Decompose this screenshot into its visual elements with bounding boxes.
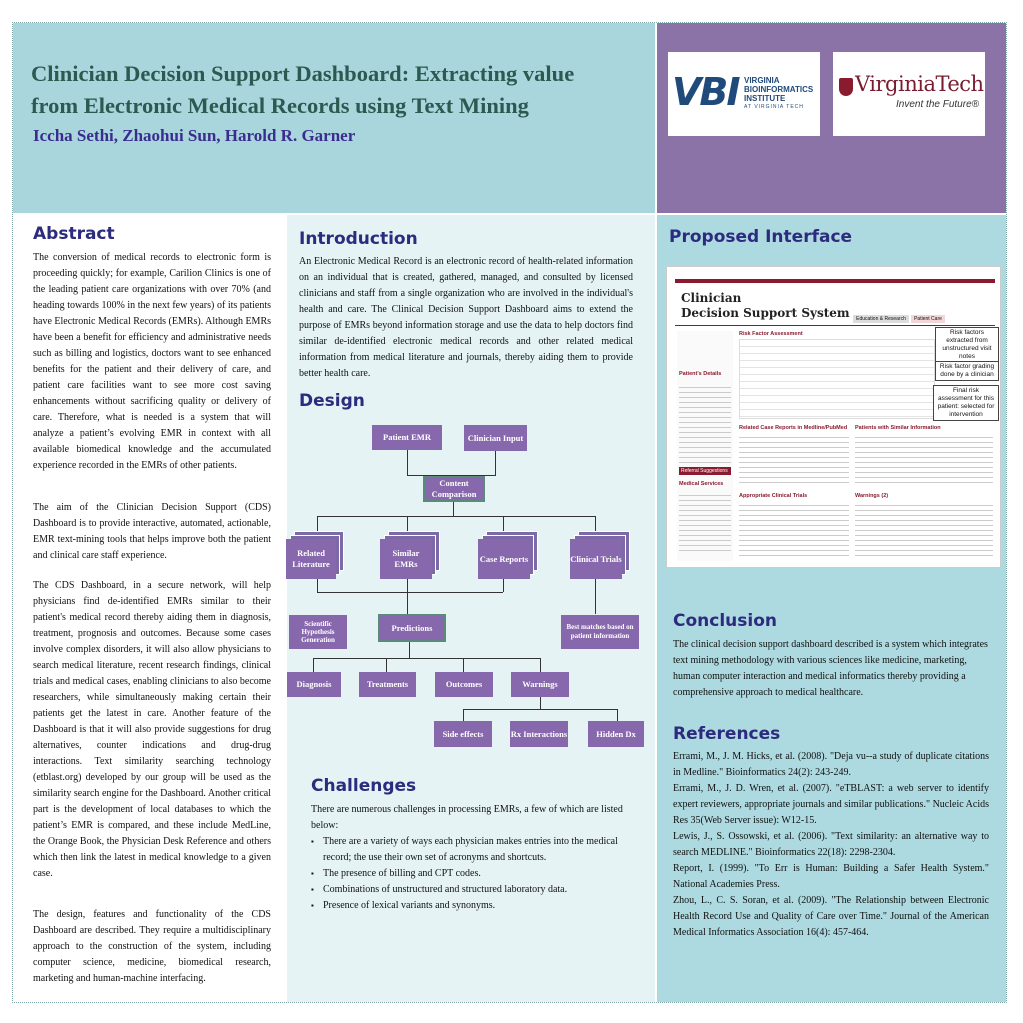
warnings-box: Warnings	[511, 672, 569, 697]
connector	[313, 658, 540, 659]
proposed-interface-heading: Proposed Interface	[669, 227, 853, 247]
screenshot-divider	[675, 325, 995, 326]
virginia-tech-logo	[833, 52, 985, 136]
connector	[313, 658, 314, 672]
abstract-p1: The conversion of medical records to electronic form is proceeding quickly; for example, Carilion Clinics is one of the leading patient care organizations with over 70% (and heading towards 100% in the next few years) of its patients have Electronic Medical Records (EMRs). Although EMRs have been a benefit for efficiency and administrative needs such as billing and logistics, doctors want to see enhanced benefits for the patient and their delivery of care, and patient care facilities want to see more cost saving enhancements without sacrificing quality or delivery of care. Therefore, what is needed is a system that will analyze a patient’s evolving EMR in context with all available biomedical knowledge and the accumulated experience recorded in the EMRs of other patients.	[33, 252, 272, 471]
screenshot-text-lines	[855, 433, 993, 487]
connector	[463, 658, 464, 672]
screenshot-case-reports-heading: Related Case Reports in Medline/PubMed	[739, 425, 848, 431]
best-matches-box: Best matches based on patient information	[561, 615, 639, 649]
connector	[317, 516, 595, 517]
content-comparison-box: Content Comparison	[423, 476, 485, 502]
title-line-2: from Electronic Medical Records using Text Mining	[31, 93, 529, 118]
references-heading: References	[673, 724, 781, 744]
screenshot-risk-table	[739, 339, 935, 419]
reference-item: Errami, M., J. M. Hicks, et al. (2008). "Deja vu--a study of duplicate citations in Medline." Bioinformatics 24(2): 243-249.	[673, 751, 989, 778]
connector	[317, 592, 503, 593]
abstract-heading: Abstract	[33, 224, 115, 244]
vbi-logo	[668, 52, 820, 136]
connector	[409, 642, 410, 658]
references-list	[673, 749, 989, 941]
connector	[453, 502, 454, 516]
title-line-1: Clinician Decision Support Dashboard: Extracting value	[31, 61, 575, 86]
connector	[407, 450, 408, 476]
connector	[617, 709, 618, 721]
connector	[595, 578, 596, 614]
side-effects-box: Side effects	[434, 721, 492, 747]
connector	[463, 709, 617, 710]
poster-title	[31, 58, 651, 122]
predictions-box: Predictions	[378, 614, 446, 642]
screenshot-trials-heading: Appropriate Clinical Trials	[739, 493, 808, 499]
related-literature-stack	[286, 531, 344, 579]
vbi-mark: VBI	[672, 70, 739, 114]
screenshot-text-lines	[855, 501, 993, 557]
screenshot-text-lines	[739, 433, 849, 487]
reference-item: Lewis, J., S. Ossowski, et al. (2006). "Text similarity: an alternative way to search MEDLINE." Bioinformatics 22(18): 2298-2304.	[673, 831, 989, 858]
vbi-line-1: VIRGINIA	[744, 76, 780, 85]
vt-name: VirginiaTech	[855, 72, 984, 96]
treatments-box: Treatments	[359, 672, 416, 697]
connector	[540, 697, 541, 709]
similar-emrs-stack	[380, 531, 440, 579]
screenshot-title-line-2: Decision Support System	[681, 306, 850, 320]
screenshot-topbar	[675, 279, 995, 283]
list-item: ▪ The presence of billing and CPT codes.	[311, 866, 631, 882]
conclusion-heading: Conclusion	[673, 611, 777, 631]
diagnosis-box: Diagnosis	[287, 672, 341, 697]
case-reports-stack	[478, 531, 538, 579]
screenshot-medical-services: Medical Services	[679, 481, 724, 487]
clinical-trials-stack	[570, 531, 630, 579]
callout-risk-grading: Risk factor grading done by a clinician	[935, 361, 999, 381]
vt-shield-icon	[839, 78, 853, 96]
vt-tagline: Invent the Future®	[896, 99, 979, 110]
case-reports-box: Case Reports	[478, 539, 530, 579]
clinical-trials-box: Clinical Trials	[570, 539, 622, 579]
connector	[503, 578, 504, 592]
screenshot-tab-patient: Patient Care	[911, 315, 945, 323]
related-literature-box: Related Literature	[286, 539, 336, 579]
reference-item: Errami, M., J. D. Wren, et al. (2007). "eTBLAST: a web server to identify expert reviewers, appropriate journals and similar publications." Nucleic Acids Res 35(Web Server issue): W12-15.	[673, 783, 989, 826]
introduction-heading: Introduction	[299, 229, 418, 249]
screenshot-app-title	[681, 291, 850, 321]
patient-emr-box: Patient EMR	[372, 425, 442, 450]
scientific-hypothesis-box: Scientific Hypothesis Generation	[289, 615, 347, 649]
vbi-wordmark	[744, 76, 813, 112]
screenshot-referral: Referral Suggestions >	[679, 467, 731, 475]
abstract-p2: The aim of the Clinician Decision Support (CDS) Dashboard is to provide interactive, automated, actionable, EMR text-mining tools that helps improve both the patient and clinical care staff experience.	[33, 502, 271, 561]
abstract-p3: The CDS Dashboard, in a secure network, will help physicians find de-identified EMRs similar to their patient's medical record thereby aiding them in diagnosis, treatment, prognosis and outcomes. Because some cases involve complex disorders, it will also allow physicians to search medical literature, recent research findings, clinical trials and medical cases, enabling clinicians to also become researchers, while simultaneously making certain their patients get the latest in care. Another feature of the Dashboard is that it will also provide suggestions for drug alternatives, counter indications and drug-drug interactions. Text similarity searching technology (etblast.org) developed by our group will be used as the similarity search engine for the Dashboard. Another critical part is the development of local databases to which the patient’s EMR is compared, and these include MedLine, the Orange Book, the Physician Desk Reference and others which then link the latest in medical knowledge to a given case.	[33, 580, 271, 879]
list-item: ▪ Presence of lexical variants and synonyms.	[311, 898, 631, 914]
authors: Iccha Sethi, Zhaohui Sun, Harold R. Garner	[33, 126, 356, 145]
connector	[540, 658, 541, 672]
vbi-line-2: BIOINFORMATICS	[744, 85, 814, 94]
screenshot-tab-education: Education & Research	[853, 315, 909, 323]
connector	[386, 658, 387, 672]
connector	[407, 578, 408, 614]
rx-interactions-box: Rx Interactions	[510, 721, 568, 747]
interface-screenshot	[666, 266, 1001, 568]
vbi-line-4: AT VIRGINIA TECH	[744, 104, 804, 110]
list-item: ▪ Combinations of unstructured and structured laboratory data.	[311, 882, 631, 898]
screenshot-similar-heading: Patients with Similar Information	[855, 425, 941, 431]
introduction-text: An Electronic Medical Record is an electronic record of health-related information on an individual that is created, gathered, managed, and consulted by licensed clinicians and staff from a single organization who are involved in the individual's health and care. The Clinical Decision Support Dashboard aims to extend the purpose of EMRs beyond information storage and use the data to help doctors find similar de-identified electronic medical records and other related medical information from medical literature and journals, thereby aiding them to provide better health care.	[299, 256, 633, 379]
abstract-p4: The design, features and functionality of the CDS Dashboard are described. They require a multidisciplinary approach to the construction of the system, including computer science, medicine, biomedical research, marketing and human-machine interfacing.	[33, 909, 271, 984]
list-item: ▪ There are a variety of ways each physician makes entries into the medical record; the use their own set of acronyms and shortcuts.	[311, 834, 631, 866]
challenges-list	[311, 834, 631, 914]
reference-item: Report, I. (1999). "To Err is Human: Building a Safer Health System." National Academies Press.	[673, 863, 989, 890]
conclusion-text: The clinical decision support dashboard described is a system which integrates text mining methodology with various sciences like medicine, marketing, human computer interaction and medical informatics thereby providing a comprehensive approach to medical healthcare.	[673, 639, 988, 698]
reference-item: Zhou, L., C. S. Soran, et al. (2009). "The Relationship between Electronic Health Record Use and Quality of Care over Time." Journal of the American Medical Informatics Association 16(4): 457-464.	[673, 895, 989, 938]
clinician-input-box: Clinician Input	[464, 425, 527, 451]
screenshot-text-lines	[739, 501, 849, 557]
callout-risk-factors: Risk factors extracted from unstructured visit notes	[935, 327, 999, 363]
connector	[463, 709, 464, 721]
design-heading: Design	[299, 391, 365, 411]
screenshot-risk-heading: Risk Factor Assessment	[739, 331, 803, 337]
hidden-dx-box: Hidden Dx	[588, 721, 644, 747]
screenshot-patient-details: Patient's Details	[679, 371, 722, 377]
vbi-line-3: INSTITUTE	[744, 94, 786, 103]
callout-final-risk: Final risk assessment for this patient: selected for intervention	[933, 385, 999, 421]
screenshot-warnings-heading: Warnings (2)	[855, 493, 889, 499]
outcomes-box: Outcomes	[435, 672, 493, 697]
challenges-intro: There are numerous challenges in processing EMRs, a few of which are listed below:	[311, 804, 623, 831]
screenshot-title-line-1: Clinician	[681, 291, 742, 305]
similar-emrs-box: Similar EMRs	[380, 539, 432, 579]
screenshot-sidebar	[677, 331, 733, 561]
screenshot-text-lines	[679, 383, 731, 463]
screenshot-text-lines	[679, 491, 731, 555]
connector	[495, 451, 496, 476]
challenges-heading: Challenges	[311, 776, 417, 796]
connector	[317, 578, 318, 592]
